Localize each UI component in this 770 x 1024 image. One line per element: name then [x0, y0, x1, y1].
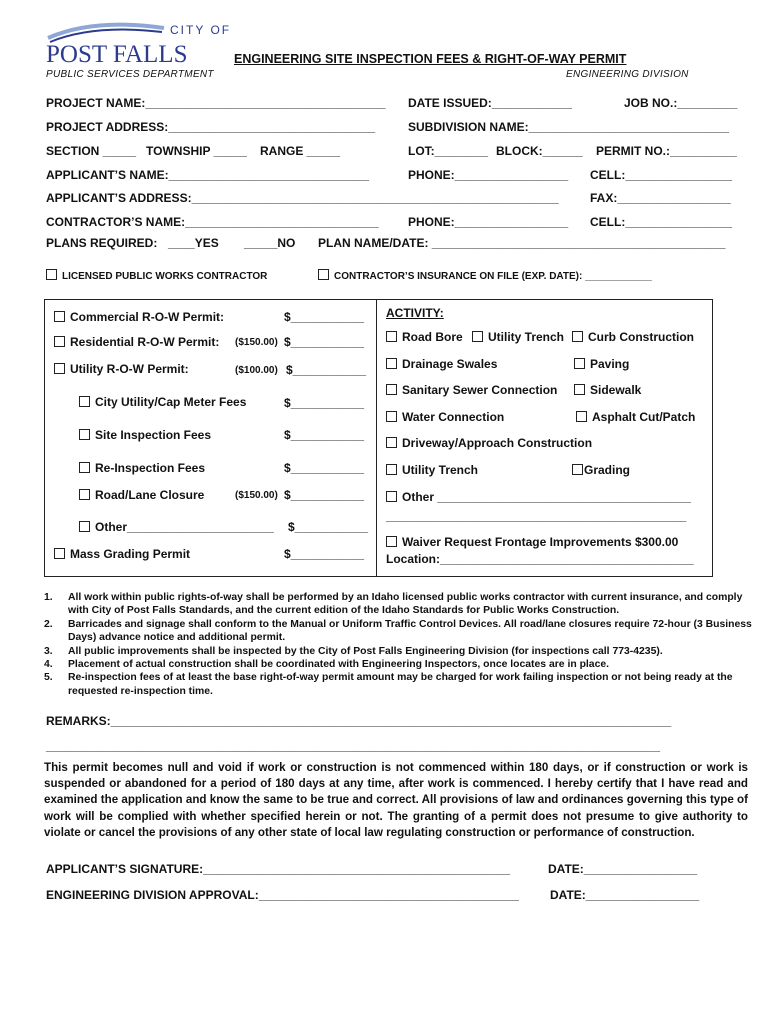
dept-left: PUBLIC SERVICES DEPARTMENT: [46, 69, 214, 80]
other-fee-amount[interactable]: $___________: [288, 520, 369, 534]
licensed-contractor-checkbox[interactable]: [46, 269, 267, 282]
reinspection-label: Re-Inspection Fees: [95, 461, 206, 475]
activity-asphalt[interactable]: [576, 410, 695, 424]
plans-required-label: PLANS REQUIRED:: [46, 236, 158, 250]
licensed-contractor-label: LICENSED PUBLIC WORKS CONTRACTOR: [62, 271, 268, 282]
fax-field[interactable]: FAX:_________________: [590, 191, 731, 205]
road-closure-label: Road/Lane Closure: [95, 488, 205, 502]
activity-sidewalk[interactable]: [574, 383, 641, 397]
mass-grading-label: Mass Grading Permit: [70, 547, 191, 561]
checkbox-icon[interactable]: [472, 331, 483, 342]
note-text: Placement of actual construction shall be coordinated with Engineering Inspectors, once locates are in place.: [68, 659, 610, 671]
activity-heading: ACTIVITY:: [386, 306, 444, 320]
checkbox-icon[interactable]: [79, 489, 90, 500]
note-item: [44, 645, 754, 658]
applicant-address-field[interactable]: APPLICANT’S ADDRESS:_______________________________________________________: [46, 191, 559, 205]
activity-water[interactable]: [386, 410, 504, 424]
checkbox-icon[interactable]: [386, 536, 397, 547]
site-inspection-fee[interactable]: [79, 428, 211, 442]
other-fee-label: Other______________________: [95, 520, 274, 534]
city-utility-fee[interactable]: [79, 395, 246, 409]
waiver-label: Waiver Request Frontage Improvements $300.00: [402, 535, 679, 549]
approval-date-field[interactable]: DATE:_________________: [550, 888, 700, 902]
remarks-field[interactable]: REMARKS:____________________________________________________________________________________: [46, 714, 672, 728]
note-number: 1.: [44, 592, 53, 603]
reinspection-amount[interactable]: $___________: [284, 461, 365, 475]
road-bore-label: Road Bore: [402, 330, 463, 344]
checkbox-icon[interactable]: [79, 521, 90, 532]
utility-row-permit[interactable]: [54, 362, 189, 376]
reinspection-fee[interactable]: [79, 461, 205, 475]
city-utility-amount[interactable]: $___________: [284, 396, 365, 410]
note-item: [44, 618, 754, 645]
checkbox-icon[interactable]: [79, 429, 90, 440]
contractor-cell-field[interactable]: CELL:________________: [590, 215, 733, 229]
checkbox-icon[interactable]: [386, 491, 397, 502]
checkbox-icon[interactable]: [574, 384, 585, 395]
note-number: 5.: [44, 672, 53, 684]
residential-amount[interactable]: $___________: [284, 335, 365, 349]
plan-name-date-field[interactable]: PLAN NAME/DATE: ____________________________________________: [318, 236, 726, 250]
phone-field[interactable]: PHONE:_________________: [408, 168, 569, 182]
checkbox-icon[interactable]: [574, 358, 585, 369]
activity-driveway[interactable]: [386, 436, 592, 450]
activity-curb[interactable]: [572, 330, 694, 344]
mass-grading-permit[interactable]: [54, 547, 190, 561]
activity-other-line[interactable]: _____________________________________________: [386, 509, 687, 523]
lot-field[interactable]: LOT:________: [408, 144, 489, 158]
checkbox-icon[interactable]: [79, 462, 90, 473]
range-field[interactable]: RANGE _____: [260, 144, 341, 158]
applicant-name-field[interactable]: APPLICANT’S NAME:______________________________: [46, 168, 369, 182]
insurance-checkbox[interactable]: [318, 269, 652, 282]
checkbox-icon[interactable]: [576, 411, 587, 422]
grading-label: Grading: [584, 463, 631, 477]
applicant-date-field[interactable]: DATE:_________________: [548, 862, 698, 876]
utility-trench-label: Utility Trench: [488, 330, 565, 344]
commercial-label: Commercial R-O-W Permit:: [70, 310, 225, 324]
drainage-label: Drainage Swales: [402, 357, 498, 371]
checkbox-icon[interactable]: [386, 384, 397, 395]
activity-utility-trench-1[interactable]: [472, 330, 564, 344]
city-of-post-falls-logo: [44, 18, 244, 76]
checkbox-icon[interactable]: [54, 336, 65, 347]
utility-amount[interactable]: $___________: [286, 363, 367, 377]
note-number: 3.: [44, 645, 53, 657]
note-text: All public improvements shall be inspected by the City of Post Falls Engineering Division (for inspections call 773-4235).: [68, 645, 663, 657]
note-text: All work within public rights-of-way shall be performed by an Idaho licensed public works contractor with current insurance, and comply with City of Post Falls Standards, and the current edition of the Idaho Standards for Public Works Construction.: [68, 592, 743, 617]
form-title: ENGINEERING SITE INSPECTION FEES & RIGHT-OF-WAY PERMIT: [234, 52, 627, 66]
curb-label: Curb Construction: [588, 330, 694, 344]
block-field[interactable]: BLOCK:______: [496, 144, 583, 158]
approval-signature-field[interactable]: ENGINEERING DIVISION APPROVAL:_______________________________________: [46, 888, 519, 902]
checkbox-icon[interactable]: [386, 437, 397, 448]
contractor-name-field[interactable]: CONTRACTOR’S NAME:_____________________________: [46, 215, 379, 229]
paving-label: Paving: [590, 357, 630, 371]
logo-city-of: CITY OF: [170, 23, 232, 37]
township-field[interactable]: TOWNSHIP _____: [146, 144, 247, 158]
activity-grading[interactable]: [572, 463, 630, 477]
road-closure-fee[interactable]: [79, 488, 204, 502]
checkbox-icon[interactable]: [572, 464, 583, 475]
activity-drainage[interactable]: [386, 357, 497, 371]
commercial-amount[interactable]: $___________: [284, 310, 365, 324]
project-address-field[interactable]: PROJECT ADDRESS:_______________________________: [46, 120, 376, 134]
residential-row-permit[interactable]: [54, 335, 219, 349]
sidewalk-label: Sidewalk: [590, 383, 642, 397]
contractor-phone-field[interactable]: PHONE:_________________: [408, 215, 569, 229]
checkbox-icon[interactable]: [386, 358, 397, 369]
note-text: Re-inspection fees of at least the base right-of-way permit amount may be charged for work failing inspection or not being ready at the requested re-inspection time.: [68, 672, 733, 697]
checkbox-icon[interactable]: [386, 331, 397, 342]
utility-label: Utility R-O-W Permit:: [70, 362, 189, 376]
note-text: Barricades and signage shall conform to the Manual or Uniform Traffic Control Devices. All road/lane closures require 72-hour (3 Business Days) advance notice and additional permit.: [68, 618, 752, 644]
driveway-label: Driveway/Approach Construction: [402, 436, 593, 450]
residential-price: ($150.00): [235, 337, 278, 348]
plans-yes-field[interactable]: ____YES: [168, 236, 219, 250]
checkbox-icon[interactable]: [54, 548, 65, 559]
waiver-location-field[interactable]: Location:______________________________________: [386, 552, 694, 566]
road-closure-amount[interactable]: $___________: [284, 488, 365, 502]
checkbox-icon[interactable]: [46, 269, 57, 280]
subdivision-field[interactable]: SUBDIVISION NAME:______________________________: [408, 120, 729, 134]
cell-field[interactable]: CELL:________________: [590, 168, 733, 182]
logo-post-falls: POST FALLS: [46, 41, 188, 68]
activity-road-bore[interactable]: [386, 330, 463, 344]
water-label: Water Connection: [402, 410, 505, 424]
applicant-signature-field[interactable]: APPLICANT’S SIGNATURE:______________________________________________: [46, 862, 511, 876]
checkbox-icon[interactable]: [54, 363, 65, 374]
commercial-row-permit[interactable]: [54, 310, 224, 324]
checkbox-icon[interactable]: [572, 331, 583, 342]
site-inspection-label: Site Inspection Fees: [95, 428, 212, 442]
checkbox-icon[interactable]: [54, 311, 65, 322]
certification-text: This permit becomes null and void if work or construction is not commenced within 180 days, or if construction or work is suspended or abandoned for a period of 180 days at any time, after work is commenced. I hereby certify that I have read and examined the application and know the same to be true and correct. All provisions of law and ordinances governing this type of work will be complied with whether specified herein or not. The granting of a permit does not presume to give authority to violate or cancel the provisions of any other state of local law regulating construction or performance of construction.: [44, 761, 748, 839]
checkbox-icon[interactable]: [386, 464, 397, 475]
remarks-line-2[interactable]: ____________________________________________________________________________________________: [46, 739, 660, 753]
city-utility-label: City Utility/Cap Meter Fees: [95, 395, 247, 409]
checkbox-icon[interactable]: [386, 411, 397, 422]
note-item: [44, 658, 754, 671]
note-item: [44, 591, 754, 618]
plans-no-field[interactable]: _____NO: [244, 236, 296, 250]
activity-paving[interactable]: [574, 357, 629, 371]
road-closure-price: ($150.00): [235, 490, 278, 501]
note-item: [44, 671, 754, 698]
residential-label: Residential R-O-W Permit:: [70, 335, 220, 349]
dept-right: ENGINEERING DIVISION: [566, 69, 689, 80]
notes-list: [44, 591, 754, 698]
mass-grading-amount[interactable]: $___________: [284, 547, 365, 561]
asphalt-label: Asphalt Cut/Patch: [592, 410, 696, 424]
activity-sewer[interactable]: [386, 383, 557, 397]
note-number: 4.: [44, 659, 53, 671]
note-number: 2.: [44, 618, 53, 630]
activity-utility-trench-2[interactable]: [386, 463, 478, 477]
permit-no-field[interactable]: PERMIT NO.:__________: [596, 144, 737, 158]
utility-price: ($100.00): [235, 365, 278, 376]
activity-waiver[interactable]: [386, 535, 678, 549]
date-issued-field[interactable]: DATE ISSUED:____________: [408, 96, 572, 110]
other-fee[interactable]: [79, 520, 274, 534]
checkbox-icon[interactable]: [318, 269, 329, 280]
activity-other[interactable]: [386, 490, 691, 504]
insurance-label: CONTRACTOR’S INSURANCE ON FILE (EXP. DATE): ____________: [334, 271, 652, 282]
sewer-label: Sanitary Sewer Connection: [402, 383, 558, 397]
job-no-field[interactable]: JOB NO.:_________: [624, 96, 738, 110]
project-name-field[interactable]: PROJECT NAME:____________________________________: [46, 96, 386, 110]
section-field[interactable]: SECTION _____: [46, 144, 137, 158]
box-divider: [376, 299, 377, 576]
utility-trench-2-label: Utility Trench: [402, 463, 479, 477]
checkbox-icon[interactable]: [79, 396, 90, 407]
site-inspection-amount[interactable]: $___________: [284, 428, 365, 442]
activity-other-label: Other ______________________________________: [402, 490, 691, 504]
